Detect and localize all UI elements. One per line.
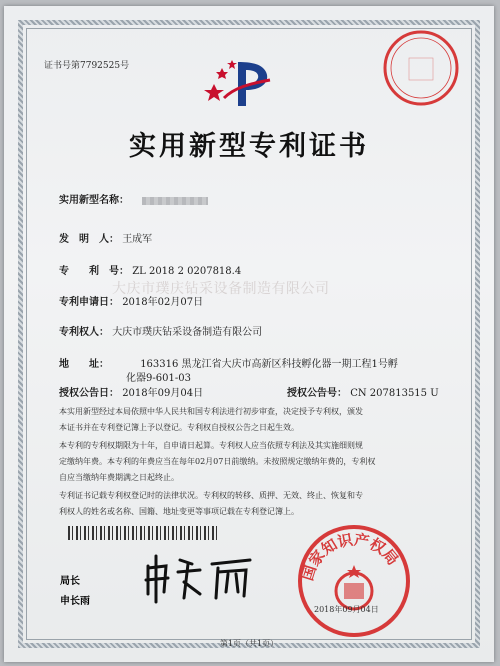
patent-number-value: ZL 2018 2 0207818.4 bbox=[132, 266, 242, 277]
company-code-stamp bbox=[381, 28, 461, 108]
filing-date-value: 2018年02月07日 bbox=[122, 297, 204, 308]
redacted-name-block bbox=[142, 197, 208, 205]
filing-date-label: 专利申请日： bbox=[59, 297, 119, 308]
director-signature bbox=[140, 546, 260, 606]
seal-date: 2018年09月04日 bbox=[314, 605, 379, 614]
patentee-row bbox=[59, 323, 262, 338]
patent-office-logo bbox=[204, 54, 274, 112]
utility-model-name-label: 实用新型名称： bbox=[59, 195, 129, 206]
grant-date-row bbox=[59, 384, 203, 399]
address-line-2: 化器9-601-03 bbox=[126, 373, 191, 384]
official-seal bbox=[294, 521, 414, 641]
director-name: 申长雨 bbox=[60, 596, 90, 607]
certificate-serial: 证书号第7792525号 bbox=[44, 61, 130, 71]
grant-date-label: 授权公告日： bbox=[59, 388, 119, 399]
grant-number-label: 授权公告号： bbox=[287, 388, 347, 399]
page-number: 第1页（共1页） bbox=[219, 639, 279, 648]
notice-line-1: 本实用新型经过本局依照中华人民共和国专利法进行初步审查，决定授予专利权，颁发 bbox=[59, 407, 363, 416]
utility-model-name-row bbox=[59, 191, 208, 206]
company-watermark: 大庆市璞庆钻采设备制造有限公司 bbox=[112, 281, 330, 297]
seal-arc-text: 国家知识产权局 bbox=[298, 530, 403, 583]
patent-number-label: 专 利 号： bbox=[59, 266, 129, 277]
grant-number-value: CN 207813515 U bbox=[350, 388, 439, 399]
notice-line-6: 专利证书记载专利权登记时的法律状况。专利权的转移、质押、无效、终止、恢复和专 bbox=[59, 491, 363, 500]
notice-line-3: 本专利的专利权期限为十年，自申请日起算。专利权人应当依照专利法及其实施细则规 bbox=[59, 441, 363, 450]
inventor-value: 王成军 bbox=[122, 234, 153, 245]
notice-line-5: 自应当缴纳年费期满之日起终止。 bbox=[59, 473, 179, 482]
inventor-label: 发 明 人： bbox=[59, 234, 119, 245]
notice-line-4: 定缴纳年费。本专利的年费应当在每年02月07日前缴纳。未按照规定缴纳年费的，专利权 bbox=[59, 457, 376, 466]
barcode bbox=[68, 526, 218, 540]
patent-number-row bbox=[59, 262, 241, 277]
grant-date-value: 2018年09月04日 bbox=[122, 388, 204, 399]
address-row bbox=[59, 355, 398, 370]
certificate-sheet bbox=[4, 6, 494, 662]
grant-number-row bbox=[287, 384, 439, 399]
address-label: 地 址： bbox=[59, 359, 109, 370]
patentee-label: 专利权人： bbox=[59, 327, 109, 338]
director-title: 局长 bbox=[60, 576, 80, 587]
notice-line-7: 利权人的姓名或名称、国籍、地址变更等事项记载在专利登记簿上。 bbox=[59, 507, 299, 516]
notice-line-2: 本证书并在专利登记簿上予以登记。专利权自授权公告之日起生效。 bbox=[59, 423, 299, 432]
address-line-1: 163316 黑龙江省大庆市高新区科技孵化器一期工程1号孵 bbox=[140, 359, 398, 370]
patentee-value: 大庆市璞庆钻采设备制造有限公司 bbox=[112, 327, 263, 338]
inventor-row bbox=[59, 230, 152, 245]
certificate-title: 实用新型专利证书 bbox=[129, 131, 369, 162]
